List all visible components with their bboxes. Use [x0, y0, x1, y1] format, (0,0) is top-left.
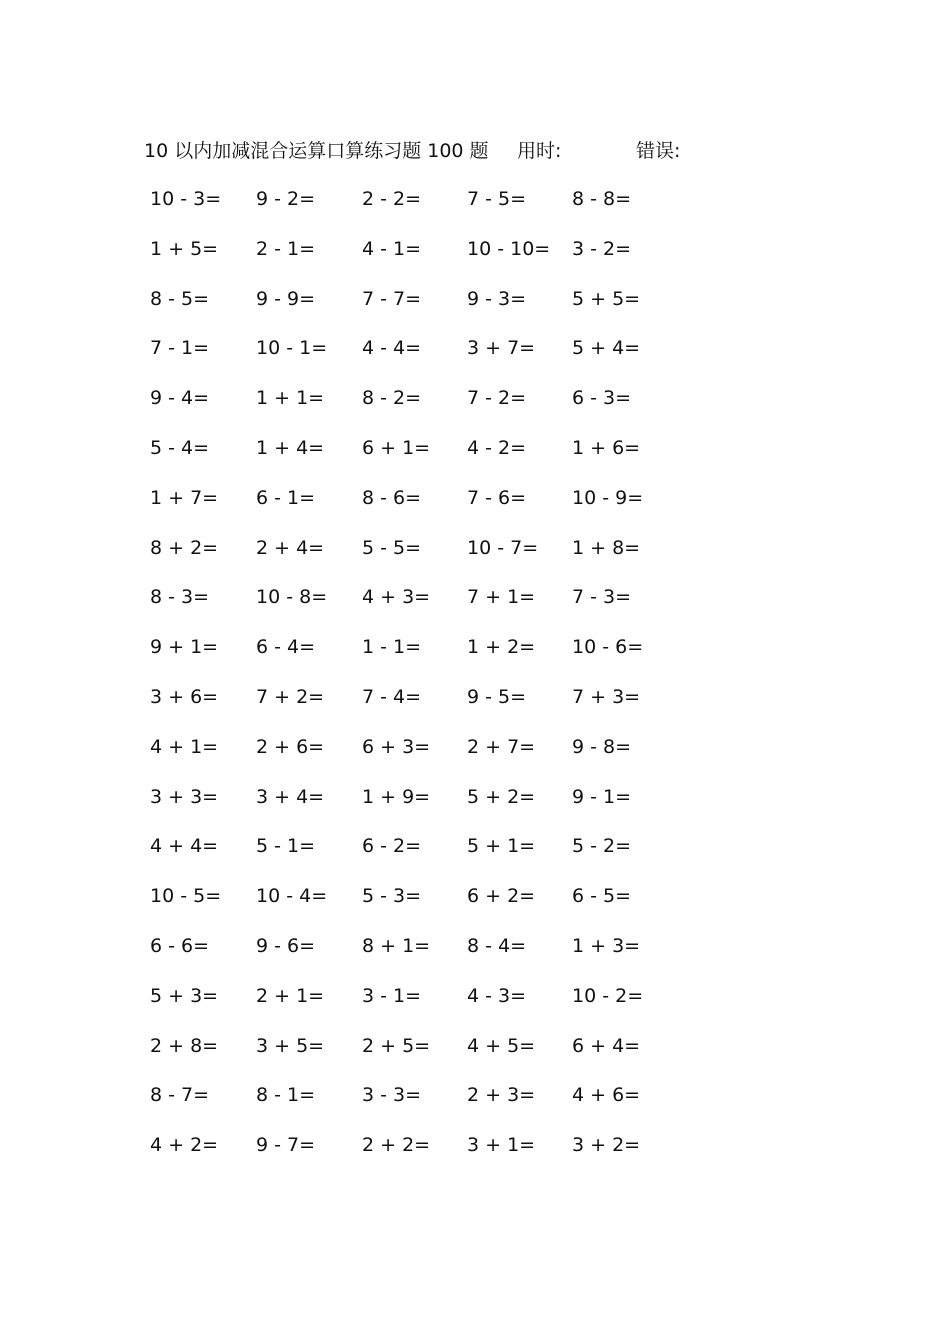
- arithmetic-problem: 1 + 5=: [150, 237, 219, 260]
- problem-row: [0, 732, 950, 782]
- arithmetic-problem: 2 - 2=: [362, 188, 422, 210]
- problem-row: [0, 1130, 950, 1180]
- arithmetic-problem: 9 + 1=: [150, 636, 219, 659]
- arithmetic-problem: 9 - 6=: [256, 934, 316, 957]
- arithmetic-problem: 4 - 4=: [362, 337, 422, 360]
- errors-label: 错误:: [636, 140, 681, 162]
- arithmetic-problem: 7 - 4=: [362, 685, 422, 708]
- problem-row: [0, 1031, 950, 1081]
- arithmetic-problem: 6 - 1=: [256, 486, 316, 509]
- arithmetic-problem: 8 - 6=: [362, 486, 422, 509]
- problem-row: [0, 234, 950, 284]
- arithmetic-problem: 2 + 6=: [256, 735, 325, 758]
- problem-row: [0, 433, 950, 483]
- arithmetic-problem: 1 + 9=: [362, 785, 431, 808]
- arithmetic-problem: 8 - 2=: [362, 387, 422, 410]
- arithmetic-problem: 4 + 2=: [150, 1134, 219, 1157]
- arithmetic-problem: 7 + 3=: [572, 685, 641, 708]
- arithmetic-problem: 10 - 1=: [256, 337, 328, 360]
- arithmetic-problem: 5 - 2=: [572, 835, 632, 858]
- arithmetic-problem: 9 - 7=: [256, 1134, 316, 1157]
- arithmetic-problem: 6 - 2=: [362, 835, 422, 858]
- arithmetic-problem: 6 + 3=: [362, 735, 431, 758]
- arithmetic-problem: 10 - 5=: [150, 885, 222, 908]
- arithmetic-problem: 10 - 9=: [572, 486, 644, 509]
- arithmetic-problem: 1 - 1=: [362, 636, 422, 659]
- arithmetic-problem: 8 + 2=: [150, 536, 219, 559]
- arithmetic-problem: 9 - 2=: [256, 188, 316, 210]
- arithmetic-problem: 4 - 1=: [362, 237, 422, 260]
- time-used-label: 用时:: [517, 140, 562, 162]
- arithmetic-problem: 2 + 4=: [256, 536, 325, 559]
- arithmetic-problem: 10 - 3=: [150, 188, 222, 210]
- arithmetic-problem: 4 + 5=: [467, 1034, 536, 1057]
- arithmetic-problem: 10 - 10=: [467, 237, 551, 260]
- arithmetic-problem: 3 + 4=: [256, 785, 325, 808]
- arithmetic-problem: 3 + 3=: [150, 785, 219, 808]
- arithmetic-problem: 7 + 2=: [256, 685, 325, 708]
- arithmetic-problem: 9 - 1=: [572, 785, 632, 808]
- arithmetic-problem: 4 - 2=: [467, 436, 527, 459]
- arithmetic-problem: 2 + 8=: [150, 1034, 219, 1057]
- problem-row: [0, 483, 950, 533]
- problem-row: [0, 1080, 950, 1130]
- arithmetic-problem: 8 - 5=: [150, 287, 210, 310]
- arithmetic-problem: 1 + 7=: [150, 486, 219, 509]
- arithmetic-problem: 5 - 4=: [150, 436, 210, 459]
- arithmetic-problem: 6 - 4=: [256, 636, 316, 659]
- arithmetic-problem: 3 + 1=: [467, 1134, 536, 1157]
- arithmetic-problem: 8 - 7=: [150, 1084, 210, 1107]
- arithmetic-problem: 9 - 8=: [572, 735, 632, 758]
- arithmetic-problem: 7 - 2=: [467, 387, 527, 410]
- arithmetic-problem: 6 - 5=: [572, 885, 632, 908]
- arithmetic-problem: 1 + 8=: [572, 536, 641, 559]
- arithmetic-problem: 8 - 1=: [256, 1084, 316, 1107]
- arithmetic-problem: 10 - 4=: [256, 885, 328, 908]
- arithmetic-problem: 5 + 4=: [572, 337, 641, 360]
- problem-row: [0, 682, 950, 732]
- arithmetic-problem: 8 + 1=: [362, 934, 431, 957]
- problem-row: [0, 981, 950, 1031]
- arithmetic-problem: 9 - 3=: [467, 287, 527, 310]
- arithmetic-problem: 10 - 2=: [572, 984, 644, 1007]
- arithmetic-problem: 2 + 5=: [362, 1034, 431, 1057]
- arithmetic-problem: 5 + 2=: [467, 785, 536, 808]
- worksheet-header: [0, 136, 950, 166]
- arithmetic-problem: 5 - 5=: [362, 536, 422, 559]
- arithmetic-problem: 3 + 7=: [467, 337, 536, 360]
- problem-row: [0, 582, 950, 632]
- arithmetic-problem: 9 - 4=: [150, 387, 210, 410]
- problem-row: [0, 632, 950, 682]
- arithmetic-problem: 1 + 4=: [256, 436, 325, 459]
- arithmetic-problem: 3 + 5=: [256, 1034, 325, 1057]
- arithmetic-problem: 7 + 1=: [467, 586, 536, 609]
- arithmetic-problem: 3 - 2=: [572, 237, 632, 260]
- problem-row: [0, 881, 950, 931]
- arithmetic-problem: 5 - 1=: [256, 835, 316, 858]
- arithmetic-problem: 6 + 4=: [572, 1034, 641, 1057]
- arithmetic-problem: 6 + 2=: [467, 885, 536, 908]
- arithmetic-problem: 3 - 1=: [362, 984, 422, 1007]
- arithmetic-problem: 2 + 1=: [256, 984, 325, 1007]
- problem-row: [0, 383, 950, 433]
- arithmetic-problem: 9 - 5=: [467, 685, 527, 708]
- arithmetic-problem: 2 + 7=: [467, 735, 536, 758]
- arithmetic-problem: 4 - 3=: [467, 984, 527, 1007]
- arithmetic-problem: 2 - 1=: [256, 237, 316, 260]
- arithmetic-problem: 4 + 3=: [362, 586, 431, 609]
- arithmetic-problem: 3 + 2=: [572, 1134, 641, 1157]
- arithmetic-problem: 10 - 6=: [572, 636, 644, 659]
- problem-row: [0, 831, 950, 881]
- arithmetic-problem: 1 + 6=: [572, 436, 641, 459]
- worksheet-title: 10 以内加减混合运算口算练习题 100 题: [144, 140, 489, 162]
- arithmetic-problem: 5 + 5=: [572, 287, 641, 310]
- arithmetic-problem: 8 - 8=: [572, 188, 632, 210]
- arithmetic-problem: 8 - 3=: [150, 586, 210, 609]
- arithmetic-problem: 7 - 7=: [362, 287, 422, 310]
- problem-row: [0, 782, 950, 832]
- arithmetic-problem: 1 + 3=: [572, 934, 641, 957]
- arithmetic-problem: 5 + 3=: [150, 984, 219, 1007]
- arithmetic-problem: 4 + 6=: [572, 1084, 641, 1107]
- arithmetic-problem: 2 + 3=: [467, 1084, 536, 1107]
- arithmetic-problem: 9 - 9=: [256, 287, 316, 310]
- arithmetic-problem: 5 + 1=: [467, 835, 536, 858]
- arithmetic-problem: 10 - 8=: [256, 586, 328, 609]
- arithmetic-problem: 8 - 4=: [467, 934, 527, 957]
- arithmetic-problem: 5 - 3=: [362, 885, 422, 908]
- problem-row: [0, 184, 950, 234]
- problem-row: [0, 333, 950, 383]
- arithmetic-problem: 3 - 3=: [362, 1084, 422, 1107]
- arithmetic-problem: 1 + 2=: [467, 636, 536, 659]
- problem-row: [0, 284, 950, 334]
- arithmetic-problem: 6 + 1=: [362, 436, 431, 459]
- arithmetic-problem: 7 - 5=: [467, 188, 527, 210]
- arithmetic-problem: 4 + 4=: [150, 835, 219, 858]
- arithmetic-problem: 6 - 3=: [572, 387, 632, 410]
- arithmetic-problem: 7 - 1=: [150, 337, 210, 360]
- arithmetic-problem: 6 - 6=: [150, 934, 210, 957]
- arithmetic-problem: 1 + 1=: [256, 387, 325, 410]
- arithmetic-problem: 2 + 2=: [362, 1134, 431, 1157]
- arithmetic-problem: 10 - 7=: [467, 536, 539, 559]
- arithmetic-problem: 7 - 3=: [572, 586, 632, 609]
- problem-grid: [0, 184, 950, 1180]
- problem-row: [0, 931, 950, 981]
- arithmetic-problem: 3 + 6=: [150, 685, 219, 708]
- arithmetic-problem: 7 - 6=: [467, 486, 527, 509]
- problem-row: [0, 533, 950, 583]
- arithmetic-problem: 4 + 1=: [150, 735, 219, 758]
